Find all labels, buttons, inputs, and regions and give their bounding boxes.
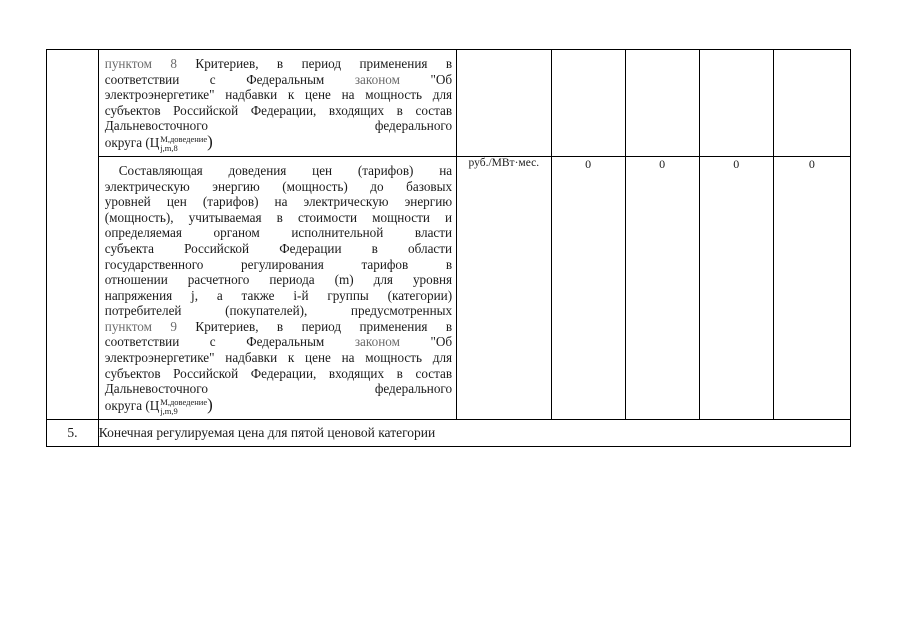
text-line [105,163,452,179]
text-line [105,118,452,134]
value-cell [699,50,773,157]
text-fragment: Дальневосточного федерального [104,381,453,397]
text-fragment: (мощность), учитываемая в стоимости мощности и [104,209,453,225]
value-cell [625,50,699,157]
text-fragment: Критериев, в период применения в [177,56,453,71]
reference-link-text: законом [354,71,400,87]
text-fragment: определяемая органом исполнительной власти [104,225,453,241]
formula-suffix: ) [207,131,213,151]
text-line [105,72,452,88]
tariff-table [46,49,851,447]
formula-superscript: М,доведение [160,133,208,144]
text-fragment: субъектов Российской Федерации, входящих в состав [104,365,453,381]
reference-link-text: пунктом 9 [104,318,177,334]
text-line [105,103,452,119]
formula-suffix: ) [207,394,213,414]
text-fragment: "Об [399,71,453,87]
table-row [47,50,851,157]
text-line [105,194,452,210]
text-fragment: Критериев, в период применения в [177,318,453,334]
text-line [105,319,452,335]
text-line [105,257,452,273]
description-cell [98,156,456,419]
text-line [105,288,452,304]
formula-subscript: j,m,8 [160,142,178,153]
unit-cell [457,50,551,157]
text-fragment: соответствии с Федеральным [104,71,355,87]
text-fragment: соответствии с Федеральным [104,334,355,350]
text-fragment: электроэнергетике" надбавки к цене на мощность для [104,87,453,103]
formula-superscript: М,доведение [160,396,208,407]
value-cell: 0 [551,156,625,419]
text-fragment: субъекта Российской Федерации в области [104,240,453,256]
text-line [105,56,452,72]
value-cell [773,50,850,157]
text-line [105,225,452,241]
text-line [105,241,452,257]
text-fragment: субъектов Российской Федерации, входящих в состав [104,102,453,118]
text-line [105,87,452,103]
formula-prefix: округа (Ц [104,134,160,150]
formula-indices [160,135,207,153]
unit-cell: руб./МВт·мес. [457,156,551,419]
formula-subscript: j,m,9 [160,405,178,416]
reference-link-text: пунктом 8 [104,56,177,71]
text-fragment: потребителей (покупателей), предусмотренных [104,303,453,319]
text-line [105,334,452,350]
text-fragment: отношении расчетного периода (m) для уровня [104,272,453,288]
text-line [105,303,452,319]
description-cell [98,50,456,157]
formula-indices [160,398,207,416]
section-title: Конечная регулируемая цена для пятой ценовой категории [98,419,850,446]
row-number-cell: 5. [47,419,99,446]
table-row [47,156,851,419]
text-line [105,272,452,288]
formula-line [104,131,452,153]
text-fragment: Дальневосточного федерального [104,118,453,134]
table-row [47,419,851,446]
formula-prefix: округа (Ц [104,397,160,413]
reference-link-text: законом [354,334,400,350]
text-fragment: Составляющая доведения цен (тарифов) на [118,162,453,178]
value-cell [551,50,625,157]
text-fragment: государственного регулирования тарифов в [104,256,453,272]
value-cell: 0 [773,156,850,419]
text-fragment: электрическую энергию (мощность) до базовых [104,178,453,194]
text-line [105,350,452,366]
text-fragment: электроэнергетике" надбавки к цене на мощность для [104,350,453,366]
text-line [105,179,452,195]
text-fragment: уровней цен (тарифов) на электрическую энергию [104,194,453,210]
text-line [105,366,452,382]
formula-line [104,394,452,416]
row-a-description [99,50,456,156]
row-number-cell [47,50,99,420]
text-line [105,210,452,226]
value-cell: 0 [625,156,699,419]
text-fragment: "Об [399,334,453,350]
value-cell: 0 [699,156,773,419]
text-line [105,381,452,397]
row-b-description [99,157,456,419]
text-fragment: напряжения j, а также i-й группы (категории) [104,287,453,303]
